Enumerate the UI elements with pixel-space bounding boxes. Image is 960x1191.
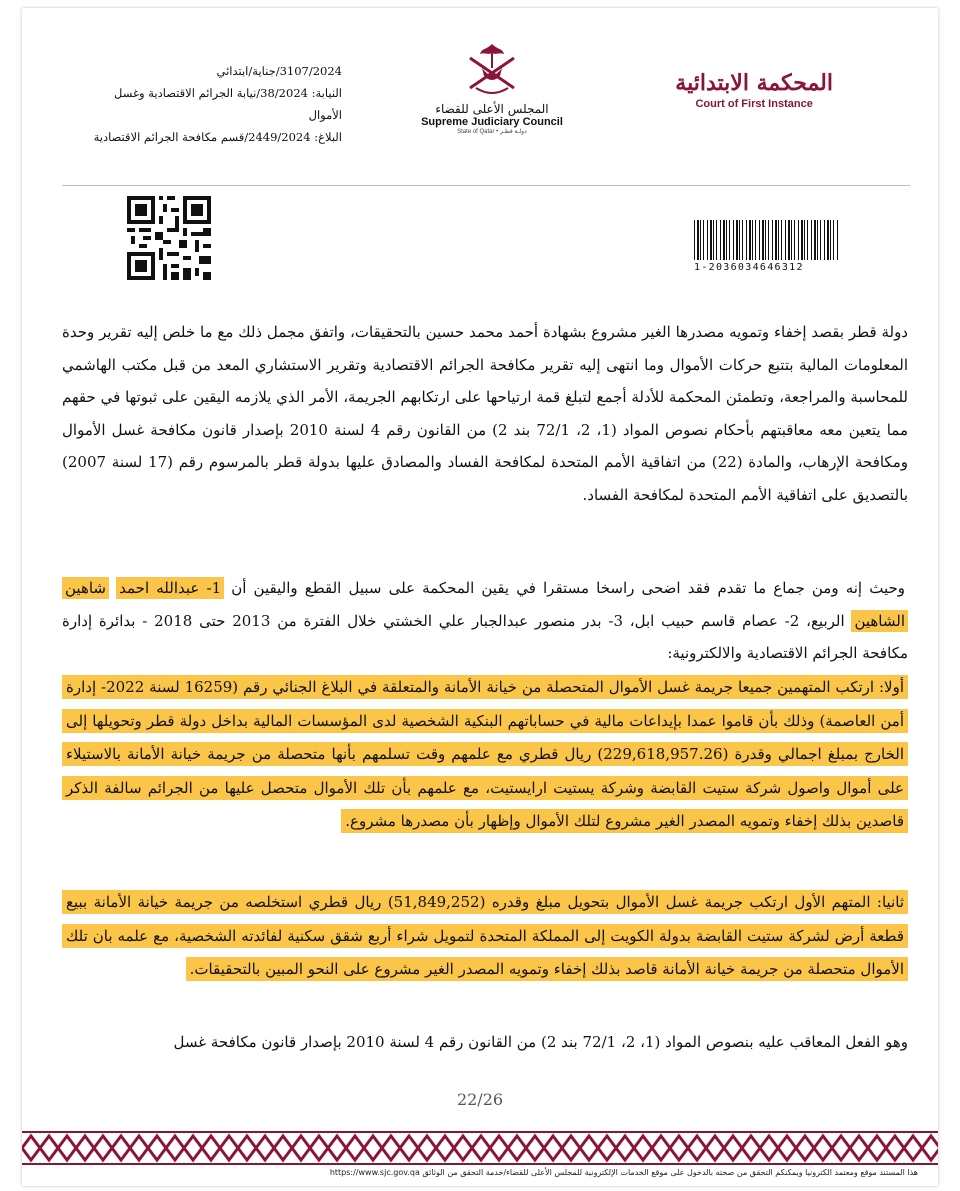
report-line: البلاغ: 2449/2024/قسم مكافحة الجرائم الاقتصادية <box>93 130 342 144</box>
barcode <box>694 220 838 273</box>
prosecution-line: النيابة: 38/2024/نيابة الجرائم الاقتصادية وغسل <box>114 86 342 100</box>
prosecution-line-cont: الأموال <box>308 108 342 122</box>
court-name-arabic: المحكمة الابتدائية <box>675 70 833 96</box>
page-number: 22/26 <box>456 1090 504 1109</box>
ornament-border-icon <box>22 1128 938 1168</box>
header-divider <box>62 185 910 186</box>
charge-second-text: ثانيا: المتهم الأول ارتكب جريمة غسل الأموال بتحويل مبلغ وقدره (51,849,252) ريال قطري استخلصه من جريمة خيانة الأمانة ببيع قطعة أرض لشركة ستيت القابضة بدولة الكويت إلى المملكة المتحدة لتمويل شراء أربع شقق سكنية لفائدته الشخصية، مع علمه بان تلك الأموال متحصلة من جريمة خيانة الأمانة قاصد بذلك إخفاء وتمويه المصدر الغير مشروع على النحو المبين بالتحقيقات. <box>62 890 908 981</box>
barcode-bars-icon <box>694 220 838 260</box>
case-reference-block <box>62 60 342 148</box>
sjc-name-arabic: المجلس الأعلى للقضاء <box>435 102 549 116</box>
document-page <box>22 8 938 1186</box>
body-paragraph-2 <box>62 572 908 670</box>
body-paragraph-1 <box>62 316 908 511</box>
highlight-name-part1: 1- عبدالله احمد <box>116 577 224 599</box>
case-number: 3107/2024/جناية/ابتدائي <box>216 64 342 78</box>
footer-verification-note: هذا المستند موقع ومعتمد الكترونيا ويمكنكم التحقق من صحته بالدخول على موقع الخدمات الإلكترونية للمجلس الأعلى للقضاء/خدمة التحقق من الوثائق https://www.sjc.gov.qa <box>329 1168 918 1177</box>
closing-line-text: وهو الفعل المعاقب عليه بنصوص المواد (1، 2، 72/1 بند 2) من القانون رقم 4 لسنة 2010 بإصدار قانون مكافحة غسل <box>173 1033 908 1051</box>
charge-first-text: أولا: ارتكب المتهمين جميعا جريمة غسل الأموال المتحصلة من خيانة الأمانة والمتعلقة في البلاغ الجنائي رقم (16259 لسنة 2022- إدارة أمن العاصمة) وذلك بأن قاموا عمدا بإيداعات مالية في حساباتهم البنكية الشخصية لدى المؤسسات المالية بداخل دولة قطر وتحويلها إلى الخارج بمبلغ اجمالي وقدرة (229,618,957.26) ريال قطري مع علمهم وقت تسلمهم بأنها متحصلة من جريمة خيانة الأمانة بالاستيلاء على أموال واصول شركة ستيت القابضة وشركة يستيت ارايستيت، مع علمهم بأن تلك الأموال متحصل عليها من الجرائم سالفة الذكر قاصدين بذلك إخفاء وتمويه المصدر الغير مشروع لتلك الأموال وإظهار بأن مصدرها مشروع. <box>62 675 908 833</box>
paragraph-text: دولة قطر بقصد إخفاء وتمويه مصدرها الغير مشروع بشهادة أحمد محمد حسين بالتحقيقات، واتفق مجمل ذلك مع ما خلص إليه تقرير وحدة المعلومات المالية بتتبع حركات الأموال وما انتهى إليه تقرير مكافحة الجرائم الاقتصادية وتقرير الاستشاري المعد من قبل مكتب الهاشمي للمحاسبة والمراجعة، وتطمئن المحكمة للأدلة أجمع لتبلغ قمة ارتياحها على ارتكابهم الجريمة، الأمر الذي يلازمه اليقين على ثبوتها في حقهم مما يتعين معه معاقبتهم بأحكام نصوص المواد (1، 2، 72/1 بند 2) من القانون رقم 4 لسنة 2010 بإصدار قانون مكافحة غسل الأموال ومكافحة الإرهاب، والمادة (22) من اتفاقية الأمم المتحدة لمكافحة الفساد والمصادق عليها بدولة قطر بالمرسوم رقم (17 لسنة 2007) بالتصديق على اتفاقية الأمم المتحدة لمكافحة الفساد. <box>62 323 908 504</box>
barcode-number: 1-2036034646312 <box>694 262 804 273</box>
sjc-emblem <box>417 38 567 135</box>
court-name-english: Court of First Instance <box>695 98 813 110</box>
highlight-name-part2: شاهين الشاهين <box>62 577 908 632</box>
closing-line <box>62 1026 908 1060</box>
court-logo <box>675 70 833 110</box>
charge-first <box>62 671 908 839</box>
sjc-name-english: Supreme Judiciary Council <box>421 116 563 128</box>
document-header <box>22 8 938 186</box>
paragraph-2-rest: الربيع، 2- عصام قاسم حبيب ابل، 3- بدر منصور عبدالجبار علي الخشتي خلال الفترة من 2013 حتى 2018 - بدائرة إدارة مكافحة الجرائم الاقتصادية والالكترونية: <box>62 611 908 662</box>
paragraph-2-start: وحيث إنه ومن جماع ما تقدم فقد اضحى راسخا مستقرا في يقين المحكمة على سبيل القطع واليقين أن <box>224 579 905 597</box>
qr-code-icon <box>127 196 211 280</box>
qatar-emblem-icon <box>462 38 522 100</box>
sjc-state-label: State of Qatar • دولـة قطـر <box>457 129 527 135</box>
charge-second <box>62 886 908 987</box>
